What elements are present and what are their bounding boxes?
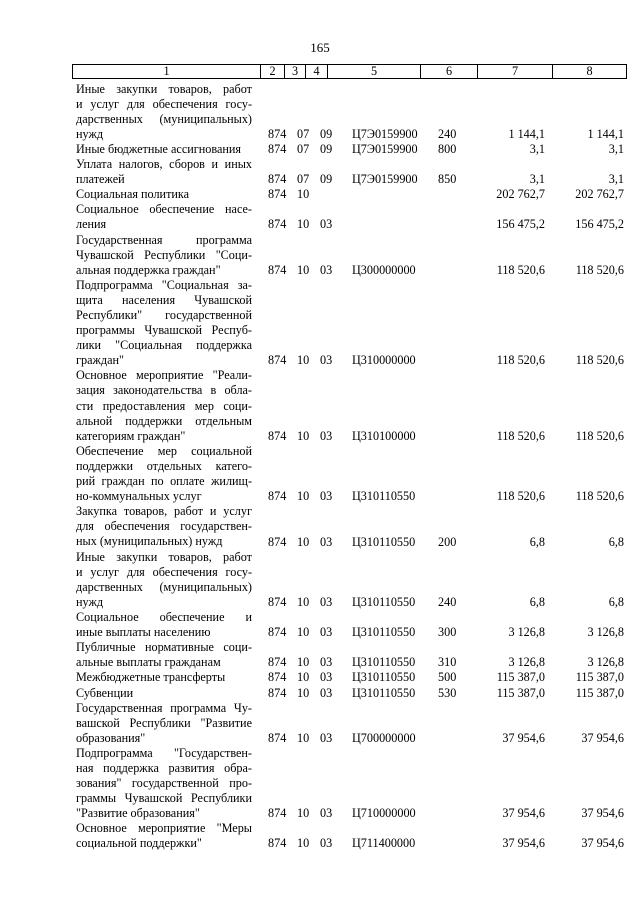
row-description <box>76 202 252 232</box>
cell-c3: 10 <box>297 262 310 277</box>
table-row <box>76 444 624 504</box>
cell-c2: 874 <box>268 172 287 187</box>
row-description <box>76 278 252 369</box>
description-line: но-коммунальных услуг <box>76 489 202 504</box>
header-col-6: 6 <box>420 65 477 78</box>
cell-c2: 874 <box>268 217 287 232</box>
cell-c6: 200 <box>438 534 457 549</box>
description-line: Государственная программа <box>76 232 252 247</box>
table-row <box>76 670 624 685</box>
cell-c5: Ц711400000 <box>352 836 416 851</box>
row-description <box>76 368 252 443</box>
cell-c5: Ц7Э0159900 <box>352 141 418 156</box>
description-line: Республики" государственной <box>76 307 252 322</box>
cell-c8: 3,1 <box>608 141 624 156</box>
description-line: альная поддержка граждан" <box>76 262 221 277</box>
description-line: Основное мероприятие "Меры <box>76 821 252 836</box>
cell-c7: 118 520,6 <box>496 428 545 443</box>
description-line: поддержки отдельных катего- <box>76 458 252 473</box>
cell-c5: Ц710000000 <box>352 806 416 821</box>
cell-c6: 500 <box>438 670 457 685</box>
cell-c5: Ц310100000 <box>352 428 416 443</box>
row-description <box>76 504 252 549</box>
cell-c8: 156 475,2 <box>575 217 624 232</box>
cell-c8: 37 954,6 <box>581 836 624 851</box>
description-line: вашской Республики "Развитие <box>76 715 252 730</box>
cell-c5: Ц700000000 <box>352 730 416 745</box>
cell-c7: 202 762,7 <box>496 187 545 202</box>
description-line: ная поддержка развития обра- <box>76 760 252 775</box>
cell-c7: 118 520,6 <box>496 489 545 504</box>
cell-c4: 03 <box>320 217 333 232</box>
cell-c8: 37 954,6 <box>581 806 624 821</box>
header-col-8: 8 <box>552 65 626 78</box>
cell-c3: 10 <box>297 655 310 670</box>
cell-c4: 03 <box>320 594 333 609</box>
row-description <box>76 550 252 610</box>
description-line: Иные бюджетные ассигнования <box>76 141 242 156</box>
table-row <box>76 142 624 157</box>
table-row <box>76 550 624 610</box>
table-row <box>76 278 624 369</box>
cell-c7: 156 475,2 <box>496 217 545 232</box>
description-line: категориям граждан" <box>76 428 186 443</box>
cell-c8: 118 520,6 <box>575 262 624 277</box>
description-line: дарственных (муниципальных) <box>76 111 252 126</box>
description-line: нужд <box>76 126 104 141</box>
cell-c2: 874 <box>268 685 287 700</box>
cell-c5: Ц310110550 <box>352 625 416 640</box>
cell-c5: Ц310110550 <box>352 489 416 504</box>
table-row <box>76 187 624 202</box>
cell-c7: 6,8 <box>529 534 545 549</box>
cell-c3: 10 <box>297 670 310 685</box>
description-line: Публичные нормативные соци- <box>76 640 252 655</box>
cell-c2: 874 <box>268 489 287 504</box>
description-line: ных (муниципальных) нужд <box>76 534 223 549</box>
cell-c3: 10 <box>297 625 310 640</box>
cell-c4: 03 <box>320 670 333 685</box>
table-header <box>72 64 627 79</box>
description-line: Межбюджетные трансферты <box>76 670 226 685</box>
row-description <box>76 746 252 821</box>
cell-c3: 10 <box>297 806 310 821</box>
header-col-1: 1 <box>163 64 170 78</box>
cell-c3: 10 <box>297 428 310 443</box>
cell-c7: 115 387,0 <box>496 670 545 685</box>
row-description <box>76 444 252 504</box>
row-description <box>76 82 252 142</box>
cell-c3: 10 <box>297 534 310 549</box>
cell-c3: 10 <box>297 730 310 745</box>
cell-c5: Ц7Э0159900 <box>352 172 418 187</box>
table-row <box>76 202 624 232</box>
cell-c2: 874 <box>268 126 287 141</box>
cell-c4: 03 <box>320 428 333 443</box>
cell-c3: 10 <box>297 836 310 851</box>
description-line: зация законодательства в обла- <box>76 383 252 398</box>
cell-c7: 37 954,6 <box>502 806 545 821</box>
cell-c2: 874 <box>268 534 287 549</box>
description-line: сти предоставления мер соци- <box>76 398 252 413</box>
cell-c2: 874 <box>268 187 287 202</box>
cell-c2: 874 <box>268 428 287 443</box>
cell-c4: 03 <box>320 353 333 368</box>
description-line: Государственная программа Чу- <box>76 700 252 715</box>
cell-c8: 118 520,6 <box>575 353 624 368</box>
cell-c6: 850 <box>438 172 457 187</box>
cell-c5: Ц310110550 <box>352 534 416 549</box>
row-description <box>76 821 252 851</box>
table-row <box>76 610 624 640</box>
description-line: Социальное обеспечение и <box>76 610 252 624</box>
table-row <box>76 821 624 851</box>
cell-c5: Ц310110550 <box>352 685 416 700</box>
description-line: Обеспечение мер социальной <box>76 443 252 458</box>
description-line: Иные закупки товаров, работ <box>76 81 252 96</box>
table-row <box>76 504 624 549</box>
table-row <box>76 686 624 701</box>
cell-c4: 03 <box>320 806 333 821</box>
table-row <box>76 368 624 444</box>
cell-c5: Ц310110550 <box>352 655 416 670</box>
cell-c3: 07 <box>297 172 310 187</box>
cell-c7: 115 387,0 <box>496 685 545 700</box>
cell-c8: 118 520,6 <box>575 489 624 504</box>
row-description <box>76 157 252 187</box>
row-description <box>76 640 252 670</box>
cell-c5: Ц7Э0159900 <box>352 126 418 141</box>
cell-c6: 300 <box>438 625 457 640</box>
cell-c8: 118 520,6 <box>575 428 624 443</box>
cell-c6: 800 <box>438 141 457 156</box>
cell-c3: 10 <box>297 594 310 609</box>
cell-c5: Ц300000000 <box>352 262 416 277</box>
cell-c3: 10 <box>297 187 310 202</box>
cell-c3: 07 <box>297 141 310 156</box>
description-line: Социальное обеспечение насе- <box>76 202 252 217</box>
cell-c8: 37 954,6 <box>581 730 624 745</box>
cell-c3: 10 <box>297 353 310 368</box>
description-line: иные выплаты населению <box>76 625 211 640</box>
cell-c3: 10 <box>297 489 310 504</box>
description-line: для обеспечения государствен- <box>76 519 252 534</box>
cell-c6: 310 <box>438 655 457 670</box>
description-line: программы Чувашской Респуб- <box>76 323 252 338</box>
description-line: ления <box>76 217 107 232</box>
description-line: альной поддержки отдельным <box>76 413 252 428</box>
cell-c5: Ц310110550 <box>352 670 416 685</box>
row-description <box>76 610 252 640</box>
description-line: социальной поддержки" <box>76 836 202 851</box>
description-line: граммы Чувашской Республики <box>76 791 252 806</box>
cell-c4: 03 <box>320 655 333 670</box>
table-row <box>76 746 624 822</box>
cell-c3: 10 <box>297 217 310 232</box>
description-line: Чувашской Республики "Соци- <box>76 247 252 262</box>
cell-c7: 3,1 <box>529 141 545 156</box>
cell-c8: 6,8 <box>608 534 624 549</box>
row-description <box>76 233 252 278</box>
row-description <box>76 142 252 157</box>
cell-c2: 874 <box>268 655 287 670</box>
cell-c4: 03 <box>320 489 333 504</box>
cell-c4: 03 <box>320 625 333 640</box>
cell-c8: 3 126,8 <box>587 625 624 640</box>
cell-c7: 118 520,6 <box>496 262 545 277</box>
description-line: нужд <box>76 594 104 609</box>
cell-c4: 09 <box>320 172 333 187</box>
cell-c8: 1 144,1 <box>587 126 624 141</box>
header-col-3: 3 <box>284 65 305 78</box>
description-line: Уплата налогов, сборов и иных <box>76 157 252 171</box>
cell-c7: 118 520,6 <box>496 353 545 368</box>
description-line: альные выплаты гражданам <box>76 655 221 670</box>
description-line: дарственных (муниципальных) <box>76 579 252 594</box>
description-line: "Развитие образования" <box>76 806 200 821</box>
description-line: Закупка товаров, работ и услуг <box>76 504 252 519</box>
cell-c7: 3 126,8 <box>508 655 545 670</box>
description-line: Подпрограмма "Социальная за- <box>76 277 252 292</box>
description-line: Основное мероприятие "Реали- <box>76 368 252 383</box>
description-line: платежей <box>76 172 125 187</box>
cell-c2: 874 <box>268 836 287 851</box>
cell-c4: 03 <box>320 730 333 745</box>
cell-c6: 240 <box>438 594 457 609</box>
row-description <box>76 187 252 202</box>
cell-c5: Ц310000000 <box>352 353 416 368</box>
cell-c6: 530 <box>438 685 457 700</box>
cell-c8: 115 387,0 <box>575 670 624 685</box>
cell-c4: 03 <box>320 685 333 700</box>
cell-c8: 3,1 <box>608 172 624 187</box>
cell-c8: 115 387,0 <box>575 685 624 700</box>
cell-c2: 874 <box>268 141 287 156</box>
cell-c7: 1 144,1 <box>508 126 545 141</box>
cell-c7: 3 126,8 <box>508 625 545 640</box>
header-col-5: 5 <box>327 65 420 78</box>
description-line: Иные закупки товаров, работ <box>76 549 252 564</box>
table-row <box>76 157 624 187</box>
description-line: и услуг для обеспечения госу- <box>76 564 252 579</box>
cell-c8: 3 126,8 <box>587 655 624 670</box>
table-row <box>76 233 624 278</box>
row-description <box>76 670 252 685</box>
page-number: 165 <box>310 40 330 55</box>
cell-c8: 6,8 <box>608 594 624 609</box>
description-line: щита населения Чувашской <box>76 292 252 307</box>
description-line: образования" <box>76 730 146 745</box>
cell-c7: 3,1 <box>529 172 545 187</box>
cell-c2: 874 <box>268 625 287 640</box>
description-line: рий граждан по оплате жилищ- <box>76 474 252 489</box>
cell-c3: 10 <box>297 685 310 700</box>
row-description <box>76 701 252 746</box>
description-line: и услуг для обеспечения госу- <box>76 96 252 111</box>
cell-c4: 09 <box>320 141 333 156</box>
cell-c3: 07 <box>297 126 310 141</box>
cell-c8: 202 762,7 <box>575 187 624 202</box>
cell-c2: 874 <box>268 806 287 821</box>
row-description <box>76 686 252 701</box>
cell-c7: 6,8 <box>529 594 545 609</box>
cell-c5: Ц310110550 <box>352 594 416 609</box>
header-col-4: 4 <box>305 65 327 78</box>
header-col-7: 7 <box>477 65 552 78</box>
cell-c4: 03 <box>320 836 333 851</box>
cell-c7: 37 954,6 <box>502 836 545 851</box>
cell-c4: 03 <box>320 534 333 549</box>
table-row <box>76 701 624 746</box>
cell-c4: 09 <box>320 126 333 141</box>
cell-c2: 874 <box>268 670 287 685</box>
table-row <box>76 82 624 142</box>
cell-c2: 874 <box>268 594 287 609</box>
cell-c2: 874 <box>268 262 287 277</box>
cell-c7: 37 954,6 <box>502 730 545 745</box>
cell-c2: 874 <box>268 353 287 368</box>
description-line: зования" государственной про- <box>76 776 252 791</box>
cell-c4: 03 <box>320 262 333 277</box>
header-col-2: 2 <box>260 65 284 78</box>
table-row <box>76 640 624 670</box>
cell-c6: 240 <box>438 126 457 141</box>
description-line: лики "Социальная поддержка <box>76 338 252 353</box>
description-line: Субвенции <box>76 685 134 700</box>
description-line: граждан" <box>76 353 125 368</box>
description-line: Социальная политика <box>76 187 190 202</box>
description-line: Подпрограмма "Государствен- <box>76 745 252 760</box>
cell-c2: 874 <box>268 730 287 745</box>
